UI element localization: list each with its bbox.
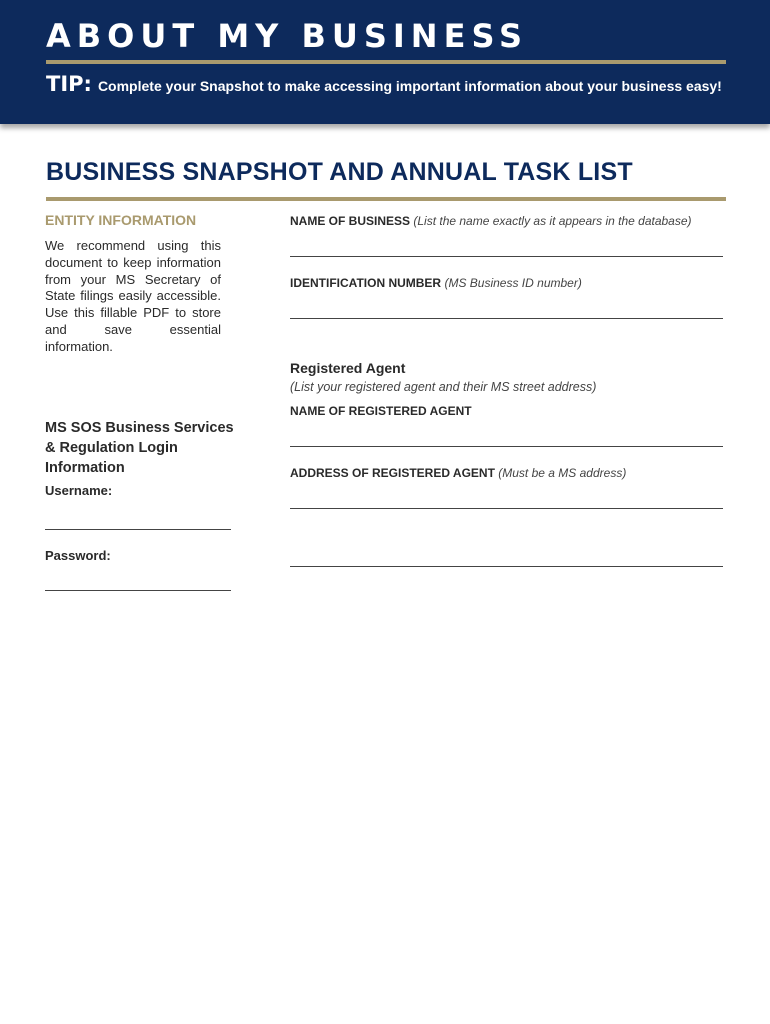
header-banner [0,0,770,124]
agent-name-field[interactable] [290,446,723,447]
tip-label: TIP: [46,72,92,96]
id-number-label-text: IDENTIFICATION NUMBER [290,276,442,290]
agent-name-label [290,404,472,418]
entity-info-label: ENTITY INFORMATION [45,212,197,228]
id-number-field[interactable] [290,318,723,319]
entity-info-panel [45,212,221,356]
tip-text: Complete your Snapshot to make accessing important information about your business easy! [97,78,722,94]
section-divider [46,197,726,201]
agent-name-label-text: NAME OF REGISTERED AGENT [290,404,472,418]
section-title: BUSINESS SNAPSHOT AND ANNUAL TASK LIST [46,158,633,186]
tip-line [46,72,722,96]
page-title: ABOUT MY BUSINESS [46,17,529,55]
agent-address-field-1[interactable] [290,508,723,509]
login-heading: MS SOS Business Services & Regulation Login Information [45,420,234,476]
username-label: Username: [45,483,113,498]
registered-agent-heading: Registered Agent [290,360,406,376]
id-number-label [290,276,582,290]
business-name-note: (List the name exactly as it appears in the database) [413,214,692,228]
registered-agent-note: (List your registered agent and their MS street address) [290,380,597,394]
agent-address-note: (Must be a MS address) [498,466,627,480]
business-name-field[interactable] [290,256,723,257]
recommend-text: We recommend using this document to keep information from your MS Secretary of State filings easily accessible. Use this fillable PDF to store and save essential information. [45,238,221,354]
business-name-label [290,214,692,228]
password-field[interactable] [45,590,231,591]
agent-address-label-text: ADDRESS OF REGISTERED AGENT [290,466,495,480]
username-field[interactable] [45,529,231,530]
agent-address-label [290,466,626,480]
password-label: Password: [45,548,111,563]
header-divider [46,60,726,64]
id-number-note: (MS Business ID number) [444,276,582,290]
agent-address-field-2[interactable] [290,566,723,567]
business-name-label-text: NAME OF BUSINESS [290,214,411,228]
